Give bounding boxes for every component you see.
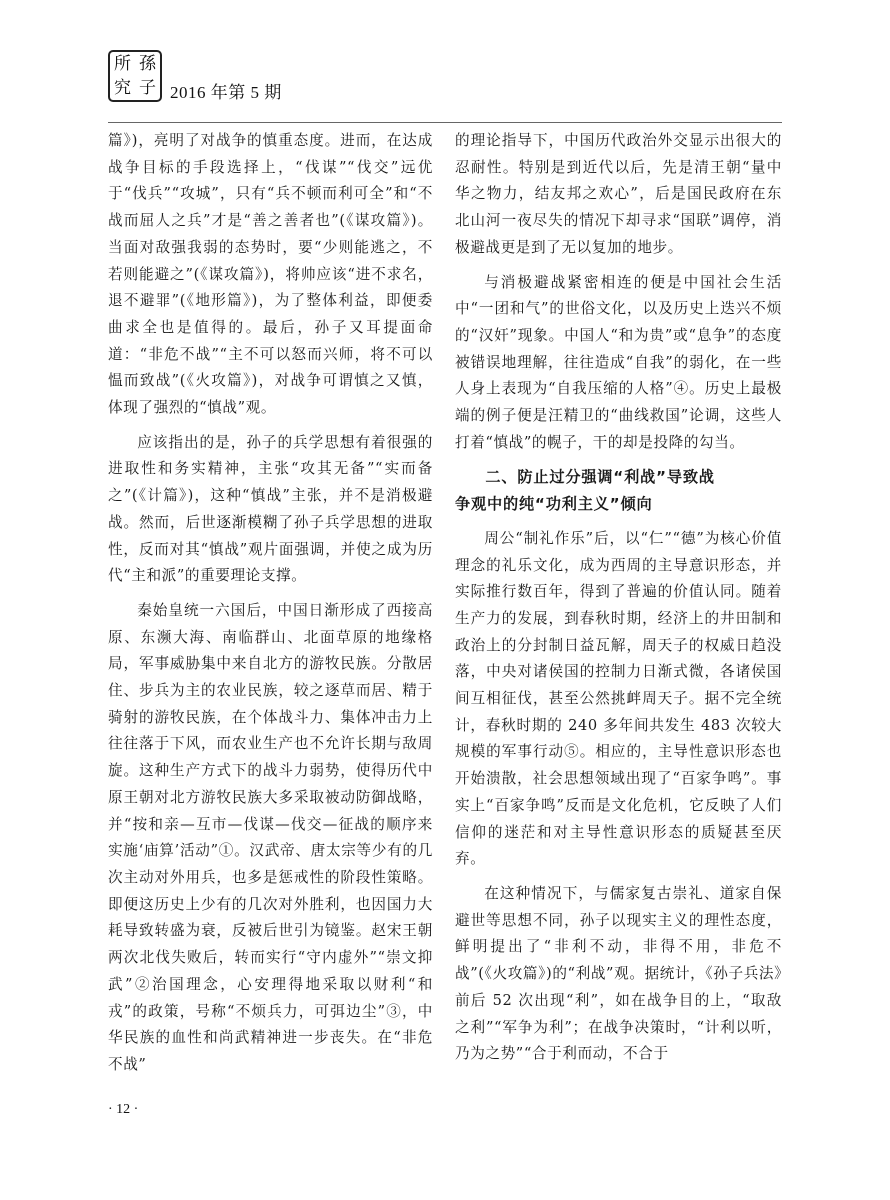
- paragraph: 秦始皇统一六国后，中国日渐形成了西接高原、东濒大海、南临群山、北面草原的地缘格局，军事威胁集中来自北方的游牧民族。分散居住、步兵为主的农业民族，较之逐草而居、精于骑射的游牧民族，在个体战斗力、集体冲击力上往往落于下风，而农业生产也不允许长期与敌周旋。这种生产方式下的战斗力弱势，使得历代中原王朝对北方游牧民族大多采取被动防御战略，并“按和亲—互市—伐谋—伐交—征战的顺序来实施‘庙算’活动”①。汉武帝、唐太宗等少有的几次主动对外用兵，也多是惩戒性的阶段性策略。即便这历史上少有的几次对外胜利，也因国力大耗导致转盛为衰，反被后世引为镜鉴。赵宋王朝两次北伐失败后，转而实行“守内虚外”“崇文抑武”②治国理念，心安理得地采取以财利“和戎”的政策，号称“不烦兵力，可弭边尘”③，中华民族的血性和尚武精神进一步丧失。在“非危不战”: [108, 601, 433, 1073]
- paragraph: 应该指出的是，孙子的兵学思想有着很强的进取性和务实精神，主张“攻其无备”“实而备之”(《计篇》)，这种“慎战”主张，并不是消极避战。然而，后世逐渐模糊了孙子兵学思想的进取性，反而对其“慎战”观片面强调，并使之成为历代“主和派”的重要理论支撑。: [108, 433, 433, 585]
- logo-char: 究: [114, 77, 131, 98]
- paragraph: 的理论指导下，中国历代政治外交显示出很大的忍耐性。特别是到近代以后，先是清王朝“量中华之物力，结友邦之欢心”，后是国民政府在东北山河一夜尽失的情况下却寻求“国联”调停，消极避战更是到了无以复加的地步。: [455, 132, 782, 256]
- page-header: [108, 50, 808, 118]
- section-heading-line: 争观中的纯“功利主义”倾向: [455, 495, 653, 514]
- issue-label: 2016 年第 5 期: [170, 83, 282, 102]
- header-rule: [108, 122, 782, 123]
- paragraph: 在这种情况下，与儒家复古崇礼、道家自保避世等思想不同，孙子以现实主义的理性态度，鲜明提出了“非利不动，非得不用，非危不战”(《火攻篇》)的“利战”观。据统计，《孙子兵法》前后 52 次出现“利”，如在战争目的上，“取敌之利”“军争为利”；在战争决策时，“计利以听，乃为之势”“合于利而动，不合于: [455, 884, 782, 1063]
- paragraph: 与消极避战紧密相连的便是中国社会生活中“一团和气”的世俗文化，以及历史上迭兴不烦的“汉奸”现象。中国人“和为贵”或“息争”的态度被错误地理解，往往造成“自我”的弱化，在一些人身上表现为“自我压缩的人格”④。历史上最极端的例子便是汪精卫的“曲线救国”论调，这些人打着“慎战”的幌子，干的却是投降的勾当。: [455, 273, 782, 451]
- page-number: · 12 ·: [108, 1102, 139, 1117]
- logo-char: 孫: [139, 53, 156, 74]
- left-column: [108, 128, 433, 1079]
- journal-logo: [108, 50, 162, 102]
- section-heading: [455, 464, 782, 517]
- right-column: [455, 128, 782, 1068]
- logo-char: 子: [139, 77, 156, 98]
- paragraph: 篇》)，亮明了对战争的慎重态度。进而，在达成战争目标的手段选择上，“伐谋”“伐交”远优于“伐兵”“攻城”，只有“兵不顿而利可全”和“不战而屈人之兵”才是“善之善者也”(《谋攻篇》)。当面对敌强我弱的态势时，要“少则能逃之，不若则能避之”(《谋攻篇》)，将帅应该“进不求名，退不避罪”(《地形篇》)，为了整体利益，即便委曲求全也是值得的。最后，孙子又耳提面命道：“非危不战”“主不可以怒而兴师，将不可以愠而致战”(《火攻篇》)，对战争可谓慎之又慎，体现了强烈的“慎战”观。: [108, 132, 433, 417]
- logo-char: 所: [114, 53, 131, 74]
- section-heading-line: 二、防止过分强调“利战”导致战: [485, 468, 715, 487]
- paragraph: 周公“制礼作乐”后，以“仁”“德”为核心价值理念的礼乐文化，成为西周的主导意识形态，并实际推行数百年，得到了普遍的价值认同。随着生产力的发展，到春秋时期，经济上的井田制和政治上的分封制日益瓦解，周天子的权威日趋没落，中央对诸侯国的控制力日渐式微，各诸侯国间互相征伐，甚至公然挑衅周天子。据不完全统计，春秋时期的 240 多年间共发生 483 次较大规模的军事行动⑤。相应的，主导性意识形态也开始溃散，社会思想领域出现了“百家争鸣”。事实上“百家争鸣”反而是文化危机，它反映了人们信仰的迷茫和对主导性意识形态的质疑甚至厌弃。: [455, 529, 782, 868]
